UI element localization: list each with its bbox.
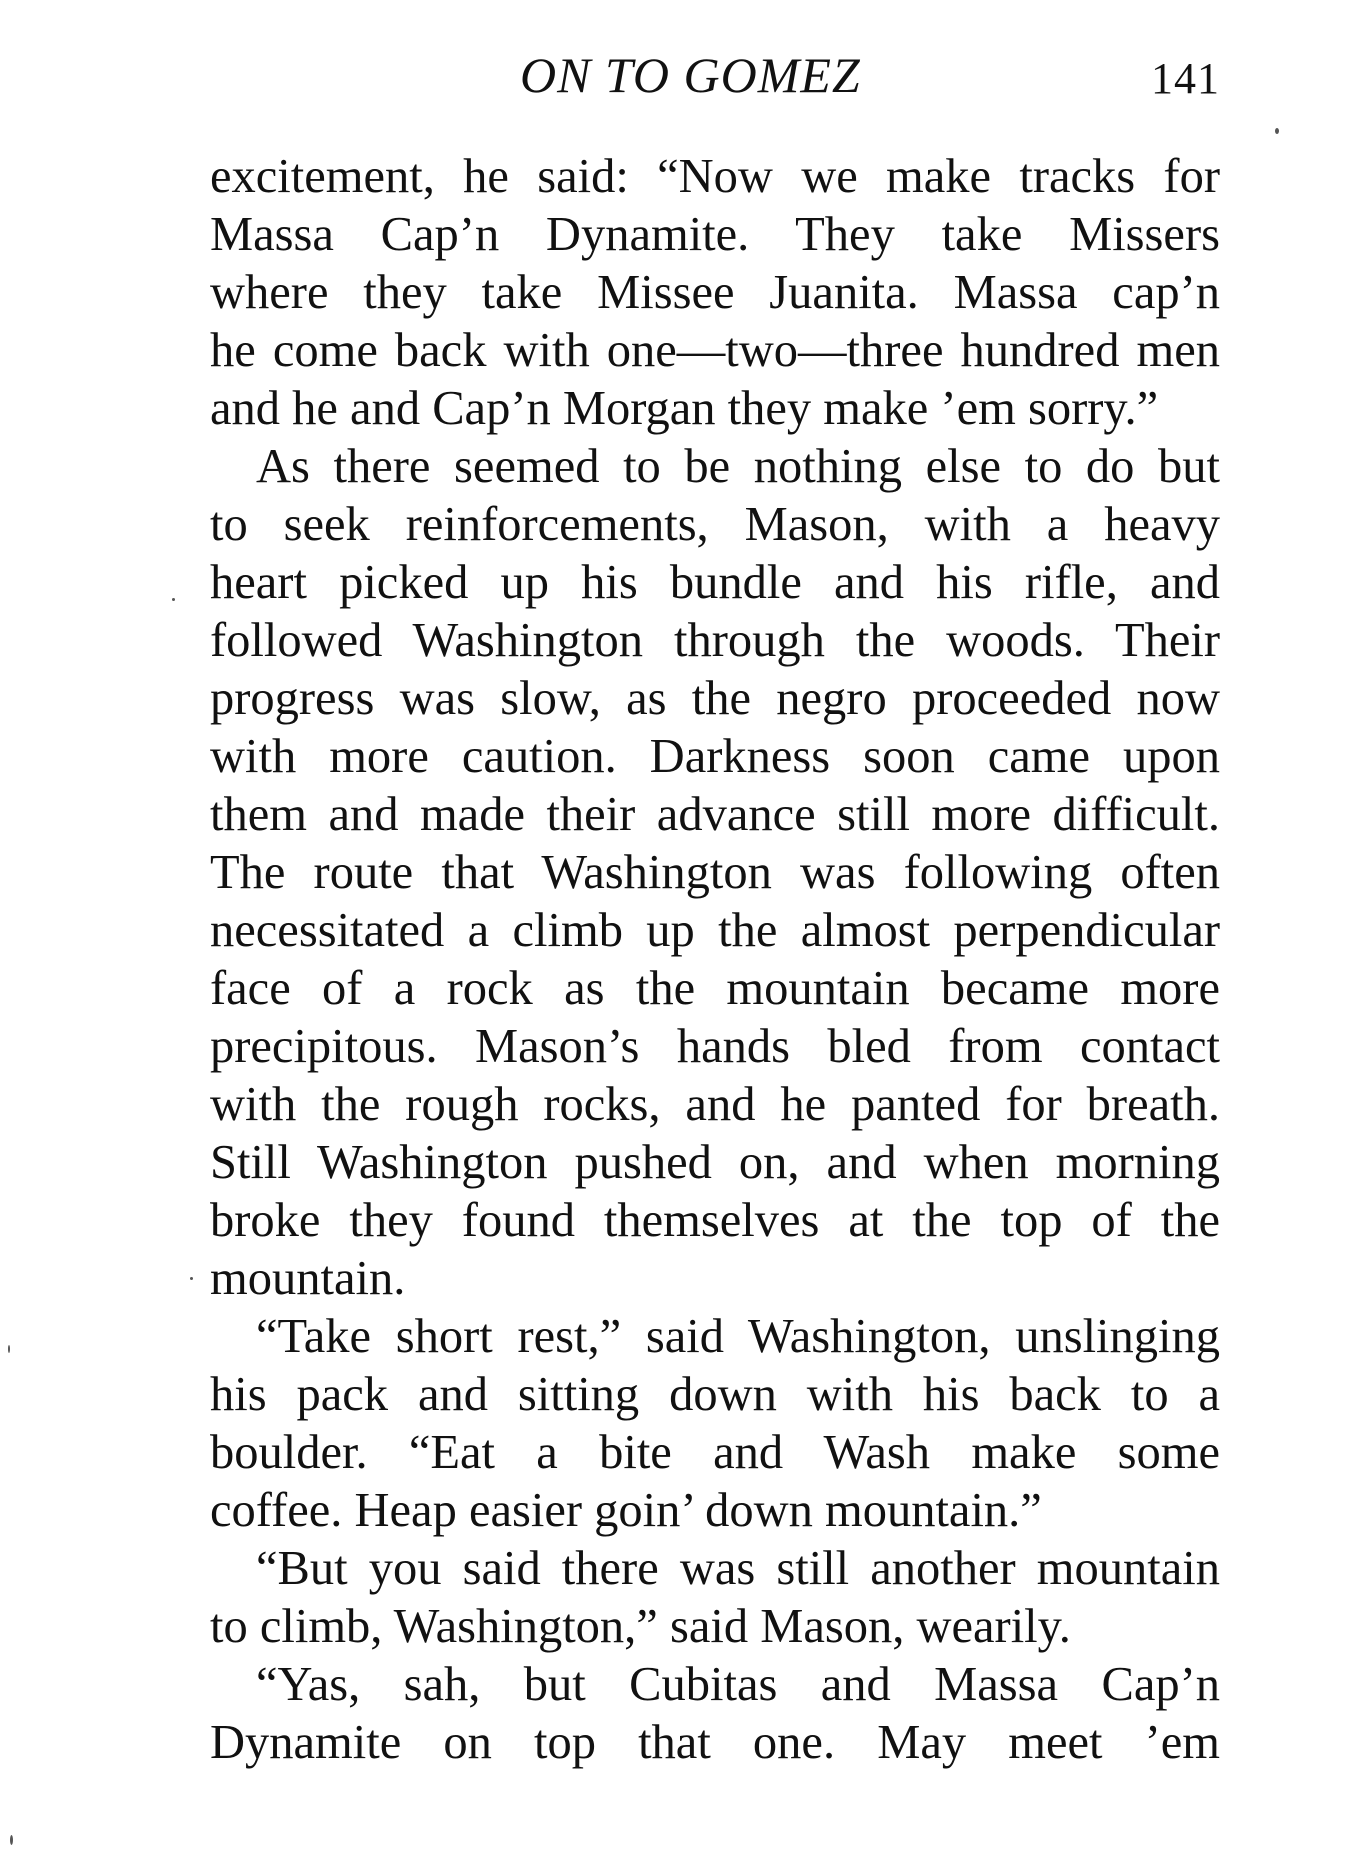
running-title: ON TO GOMEZ	[520, 47, 861, 103]
text-line: with the rough rocks, and he panted for breath.	[210, 1078, 1220, 1131]
text-line: them and made their advance still more difficult.	[210, 788, 1220, 841]
text-line: boulder. “Eat a bite and Wash make some	[210, 1426, 1220, 1479]
paper-speck	[8, 1345, 10, 1353]
text-line: Still Washington pushed on, and when morning	[210, 1136, 1220, 1189]
paper-speck	[10, 1835, 13, 1845]
text-line: “Yas, sah, but Cubitas and Massa Cap’n	[256, 1658, 1220, 1711]
text-line: As there seemed to be nothing else to do but	[256, 440, 1220, 493]
paper-speck	[190, 1277, 193, 1280]
text-line: “But you said there was still another mountain	[256, 1542, 1220, 1595]
paper-speck	[1275, 128, 1279, 134]
text-line: excitement, he said: “Now we make tracks for	[210, 150, 1220, 203]
text-line: followed Washington through the woods. Their	[210, 614, 1220, 667]
text-line: he come back with one—two—three hundred men	[210, 324, 1220, 377]
running-head	[210, 40, 1220, 110]
text-line: to climb, Washington,” said Mason, wearily.	[210, 1600, 1071, 1653]
text-line: The route that Washington was following often	[210, 846, 1220, 899]
text-line: Dynamite on top that one. May meet ’em	[210, 1716, 1220, 1769]
text-line: heart picked up his bundle and his rifle, and	[210, 556, 1220, 609]
text-line: mountain.	[210, 1252, 406, 1305]
text-line: with more caution. Darkness soon came upon	[210, 730, 1220, 783]
text-line: to seek reinforcements, Mason, with a heavy	[210, 498, 1220, 551]
text-line: face of a rock as the mountain became more	[210, 962, 1220, 1015]
text-line: where they take Missee Juanita. Massa cap’n	[210, 266, 1220, 319]
paper-speck	[172, 598, 175, 601]
text-line: broke they found themselves at the top of the	[210, 1194, 1220, 1247]
text-line: his pack and sitting down with his back to a	[210, 1368, 1220, 1421]
page-number: 141	[1151, 54, 1220, 103]
text-line: necessitated a climb up the almost perpendicular	[210, 904, 1220, 957]
text-line: coffee. Heap easier goin’ down mountain.”	[210, 1484, 1042, 1537]
body-text	[210, 148, 1220, 1772]
text-line: precipitous. Mason’s hands bled from contact	[210, 1020, 1220, 1073]
text-line: “Take short rest,” said Washington, unslinging	[256, 1310, 1220, 1363]
text-line: progress was slow, as the negro proceeded now	[210, 672, 1220, 725]
text-line: and he and Cap’n Morgan they make ’em sorry.”	[210, 382, 1159, 435]
text-line: Massa Cap’n Dynamite. They take Missers	[210, 208, 1220, 261]
